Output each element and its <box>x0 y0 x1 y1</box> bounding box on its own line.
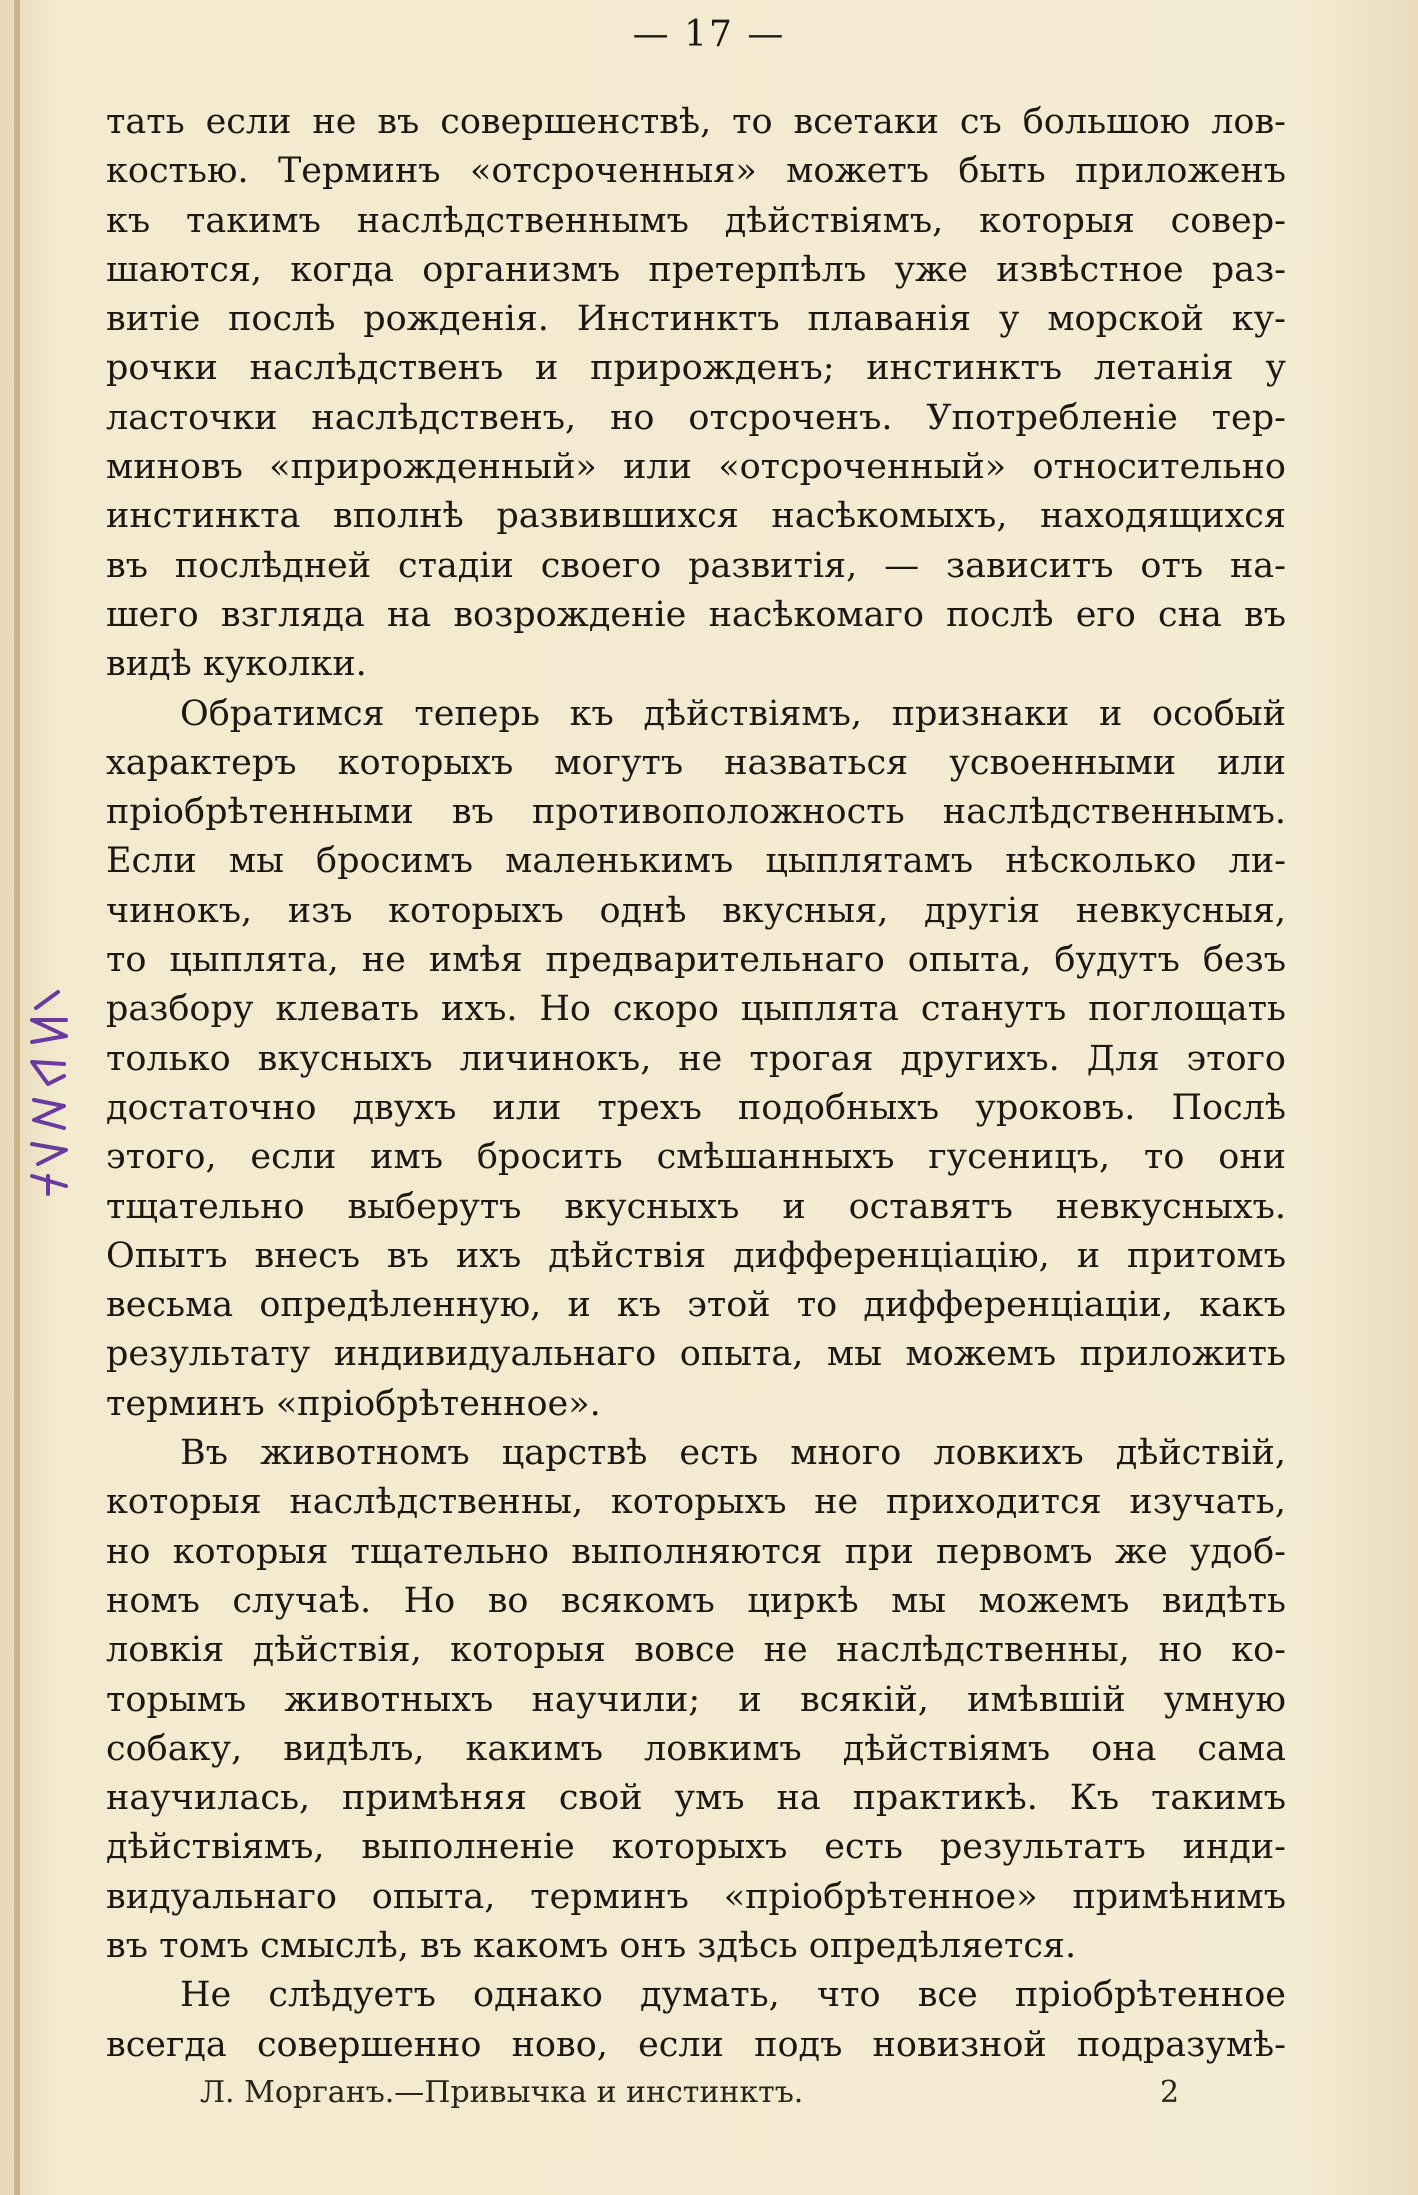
text-line: Опытъ внесъ въ ихъ дѣйствія дифференціацію, и притомъ <box>106 1235 1286 1276</box>
text-line: ловкія дѣйствія, которыя вовсе не наслѣдственны, но ко- <box>106 1630 1286 1671</box>
text-line: номъ случаѣ. Но во всякомъ циркѣ мы можемъ видѣть <box>106 1580 1286 1621</box>
text-line: только вкусныхъ личинокъ, не трогая другихъ. Для этого <box>106 1038 1286 1079</box>
text-line: весьма опредѣленную, и къ этой то дифференціаціи, какъ <box>106 1285 1286 1326</box>
text-line: научилась, примѣняя свой умъ на практикѣ. Къ такимъ <box>106 1778 1286 1819</box>
text-line: достаточно двухъ или трехъ подобныхъ уроковъ. Послѣ <box>106 1087 1286 1128</box>
text-line: видуальнаго опыта, терминъ «пріобрѣтенное» примѣнимъ <box>106 1876 1286 1917</box>
text-line: Если мы бросимъ маленькимъ цыплятамъ нѣсколько ли- <box>106 841 1286 882</box>
text-line: ласточки наслѣдственъ, но отсроченъ. Употребленіе тер- <box>106 397 1286 438</box>
text-line: торымъ животныхъ научили; и всякій, имѣвшій умную <box>106 1679 1286 1720</box>
text-line: но которыя тщательно выполняются при первомъ же удоб- <box>106 1531 1286 1572</box>
text-line: витіе послѣ рожденія. Инстинктъ плаванія у морской ку- <box>106 299 1286 340</box>
paragraph <box>106 1971 1286 2070</box>
text-line: результату индивидуальнаго опыта, мы можемъ приложить <box>106 1334 1286 1375</box>
page-number: — 17 — <box>632 14 786 55</box>
handwritten-inventory-number <box>18 980 78 1210</box>
text-line: этого, если имъ бросить смѣшанныхъ гусеницъ, то они <box>106 1137 1286 1178</box>
text-line: костью. Терминъ «отсроченныя» можетъ быть приложенъ <box>106 151 1286 192</box>
text-line: тать если не въ совершенствѣ, то всетаки съ большою лов- <box>106 102 1286 142</box>
text-line: дѣйствіямъ, выполненіе которыхъ есть результатъ инди- <box>106 1827 1286 1868</box>
text-line: инстинкта вполнѣ развившихся насѣкомыхъ, находящихся <box>106 496 1286 537</box>
text-line: разбору клевать ихъ. Но скоро цыплята станутъ поглощать <box>106 989 1286 1030</box>
text-line: терминъ «пріобрѣтенное». <box>106 1383 601 1424</box>
text-line: Въ животномъ царствѣ есть много ловкихъ дѣйствій, <box>180 1433 1286 1474</box>
handwritten-number-icon <box>18 980 78 1210</box>
text-line: тщательно выберутъ вкусныхъ и оставятъ невкусныхъ. <box>106 1186 1286 1227</box>
footer-signature-mark: 2 <box>1160 2075 1180 2110</box>
text-line: пріобрѣтенными въ противоположность наслѣдственнымъ. <box>106 792 1286 833</box>
paragraph <box>106 690 1286 1429</box>
text-line: то цыплята, не имѣя предварительнаго опыта, будутъ безъ <box>106 940 1286 981</box>
text-line: рочки наслѣдственъ и прирожденъ; инстинктъ летанія у <box>106 348 1286 389</box>
text-line: Обратимся теперь къ дѣйствіямъ, признаки и особый <box>180 693 1286 734</box>
text-line: всегда совершенно ново, если подъ новизной подразумѣ- <box>106 2024 1286 2065</box>
text-line: характеръ которыхъ могутъ назваться усвоенными или <box>106 742 1286 783</box>
text-line: Не слѣдуетъ однако думать, что все пріобрѣтенное <box>180 1975 1286 2016</box>
text-line: миновъ «прирожденный» или «отсроченный» относительно <box>106 447 1286 488</box>
text-line: въ послѣдней стадіи своего развитія, — зависитъ отъ на- <box>106 545 1286 586</box>
footer-running-title: Л. Морганъ.—Привычка и инстинктъ. <box>200 2075 804 2110</box>
text-line: которыя наслѣдственны, которыхъ не приходится изучать, <box>106 1482 1286 1523</box>
paragraph <box>106 1429 1286 1971</box>
text-line: къ такимъ наслѣдственнымъ дѣйствіямъ, которыя совер- <box>106 200 1286 241</box>
text-line: шаются, когда организмъ претерпѣлъ уже извѣстное раз- <box>106 249 1286 290</box>
text-line: въ томъ смыслѣ, въ какомъ онъ здѣсь опредѣляется. <box>106 1925 1077 1966</box>
body-text <box>106 98 1286 2070</box>
text-line: собаку, видѣлъ, какимъ ловкимъ дѣйствіямъ она сама <box>106 1728 1286 1769</box>
text-line: видѣ куколки. <box>106 644 367 685</box>
text-line: шего взгляда на возрожденіе насѣкомаго послѣ его сна въ <box>106 594 1286 635</box>
paragraph <box>106 98 1286 690</box>
text-line: чинокъ, изъ которыхъ однѣ вкусныя, другія невкусныя, <box>106 890 1286 931</box>
